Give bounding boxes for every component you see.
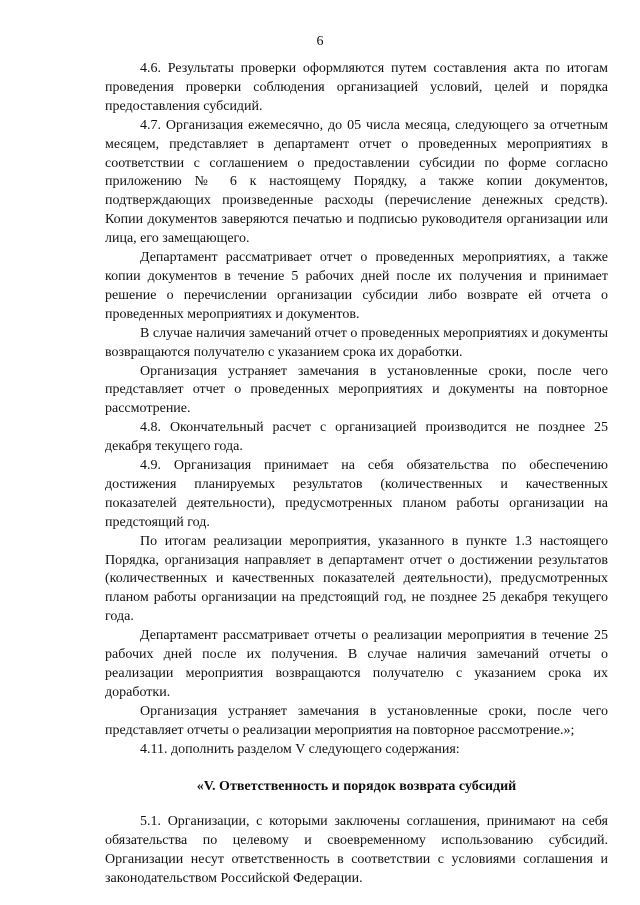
paragraph-5-1: 5.1. Организации, с которыми заключены соглашения, принимают на себя обязательства по целевому и своевременному использованию субсидий. Организации несут ответственность в соответствии с условиями соглашения и законодательством Российской Федерации. <box>105 814 608 887</box>
spacer <box>105 760 608 778</box>
paragraph-remarks-return: В случае наличия замечаний отчет о проведенных мероприятиях и документы возвращаются получателю с указанием срока их доработки. <box>105 325 608 360</box>
page-number: 6 <box>316 34 324 49</box>
paragraph-remarks-fix: Организация устраняет замечания в установленные сроки, после чего представляет отчет о проведенных мероприятиях и документы на повторное рассмотрение. <box>105 363 608 417</box>
section-heading: «V. Ответственность и порядок возврата субсидий <box>196 778 517 794</box>
paragraph-4-8: 4.8. Окончательный расчет с организацией производится не позднее 25 декабря текущего года. <box>105 420 608 455</box>
paragraph-4-7: 4.7. Организация ежемесячно, до 05 числа месяца, следующего за отчетным месяцем, представляет в департамент отчет о проведенных мероприятиях в соответствии с соглашением о предоставлении субсидии по форме согласно приложению № 6 к настоящему Порядку, а также копии документов, подтверждающих произведенные расходы (перечисление денежных средств). Копии документов заверяются печатью и подписью руководителя организации или лица, его замещающего. <box>105 117 608 247</box>
paragraph-department-reports: Департамент рассматривает отчеты о реализации мероприятия в течение 25 рабочих дней после их получения. В случае наличия замечаний отчеты о реализации мероприятия возвращаются получателю с указанием срока их доработки. <box>105 628 608 700</box>
document-body <box>105 60 608 889</box>
spacer <box>105 796 608 813</box>
paragraph-4-6: 4.6. Результаты проверки оформляются путем составления акта по итогам проведения проверки соблюдения организацией условий, целей и порядка предоставления субсидий. <box>105 61 608 114</box>
paragraph-4-9: 4.9. Организация принимает на себя обязательства по обеспечению достижения планируемых результатов (количественных и качественных показателей деятельности), предусмотренных планом работы организации на предстоящий год. <box>105 458 608 530</box>
paragraph-department-review: Департамент рассматривает отчет о проведенных мероприятиях, а также копии документов в течение 5 рабочих дней после их получения и принимает решение о перечислении организации субсидии либо возврате ей отчета о проведенных мероприятиях и документов. <box>105 250 608 322</box>
paragraph-4-11: 4.11. дополнить разделом V следующего содержания: <box>140 741 460 757</box>
paragraph-results-report: По итогам реализации мероприятия, указанного в пункте 1.3 настоящего Порядка, организация направляет в департамент отчет о достижении результатов (количественных и качественных показателей деятельности), предусмотренных планом работы организации на предстоящий год, не позднее 25 декабря текущего года. <box>105 533 608 625</box>
paragraph-reports-fix: Организация устраняет замечания в установленные сроки, после чего представляет отчеты о реализации мероприятия на повторное рассмотрение.»; <box>105 703 608 738</box>
